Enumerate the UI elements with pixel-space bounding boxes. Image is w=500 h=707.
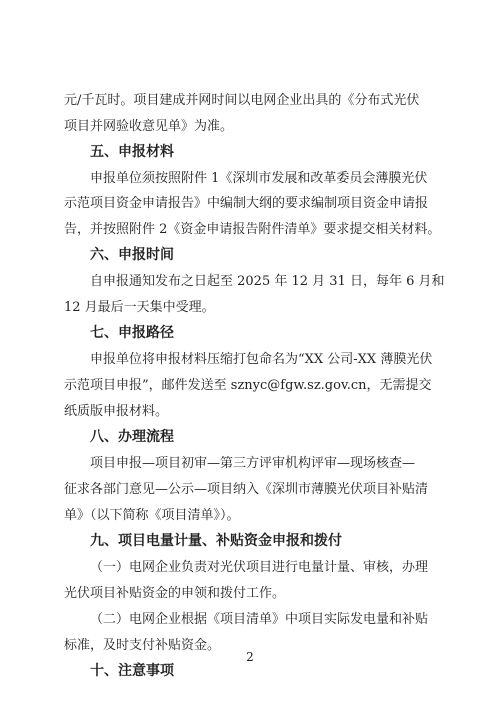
paragraph-line: 示范项目资金申请报告》中编制大纲的要求编制项目资金申请报 (64, 196, 429, 211)
paragraph-line: 标准，及时支付补贴资金。 (64, 638, 221, 653)
paragraph-line: 申报单位须按照附件 1《深圳市发展和改革委员会薄膜光伏 (90, 171, 428, 186)
page-number: 2 (246, 650, 254, 664)
section-heading: 六、申报时间 (90, 247, 174, 263)
paragraph-line: 项目申报—项目初审—第三方评审机构评审—现场核查— (90, 456, 416, 471)
section-heading: 七、申报路径 (90, 325, 174, 341)
paragraph-line: 12 月最后一天集中受理。 (64, 300, 215, 315)
paragraph-line: 告，并按照附件 2《资金申请报告附件清单》要求提交相关材料。 (64, 222, 441, 237)
paragraph-line: 项目并网验收意见单》为准。 (64, 119, 234, 134)
paragraph-line: （二）电网企业根据《项目清单》中项目实际发电量和补贴 (90, 612, 429, 627)
paragraph-line: 元/千瓦时。项目建成并网时间以电网企业出具的《分布式光伏 (64, 93, 420, 108)
paragraph-line: （一）电网企业负责对光伏项目进行电量计量、审核，办理 (90, 560, 429, 575)
section-heading: 十、注意事项 (90, 663, 174, 679)
paragraph-line: 示范项目申报”，邮件发送至 sznyc@fgw.sz.gov.cn，无需提交 (64, 378, 432, 393)
section-heading: 九、项目电量计量、补贴资金申报和拨付 (90, 533, 342, 549)
paragraph-line: 光伏项目补贴资金的申领和拨付工作。 (64, 586, 286, 601)
paragraph-line: 纸质版申报材料。 (64, 404, 169, 419)
paragraph-line: 申报单位将申报材料压缩打包命名为“XX 公司-XX 薄膜光伏 (90, 352, 433, 367)
paragraph-line: 征求各部门意见—公示—项目纳入《深圳市薄膜光伏项目补贴清 (64, 482, 429, 497)
paragraph-line: 单》（以下简称《项目清单》）。 (64, 508, 240, 523)
section-heading: 八、办理流程 (90, 429, 174, 445)
paragraph-line: 自申报通知发布之日起至 2025 年 12 月 31 日，每年 6 月和 (90, 274, 445, 289)
section-heading: 五、申报材料 (90, 144, 174, 160)
